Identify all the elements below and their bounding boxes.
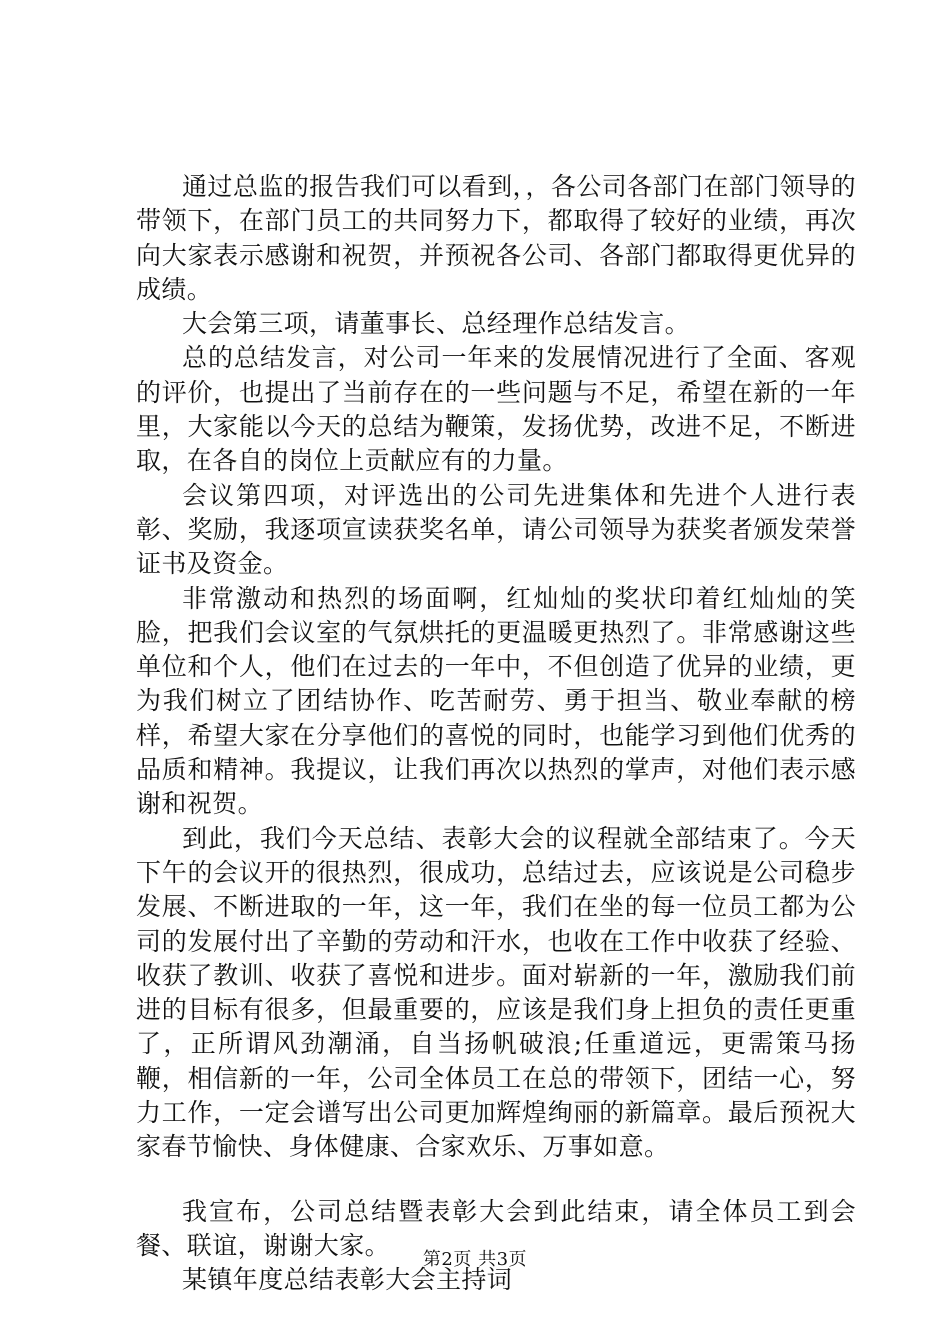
paragraph-agenda-item-4: 会议第四项，对评选出的公司先进集体和先进个人进行表彰、奖励，我逐项宣读获奖名单，请公司领导为获奖者颁发荣誉证书及资金。 (136, 480, 856, 579)
paragraph-awards-thanks: 非常激动和热烈的场面啊，红灿灿的奖状印着红灿灿的笑脸，把我们会议室的气氛烘托的更温暖更热烈了。非常感谢这些单位和个人，他们在过去的一年中，不但创造了优异的业绩，更为我们树立了团结协作、吃苦耐劳、勇于担当、敬业奉献的榜样，希望大家在分享他们的喜悦的同时，也能学习到他们优秀的品质和精神。我提议，让我们再次以热烈的掌声，对他们表示感谢和祝贺。 (136, 583, 856, 819)
paragraph-chairman-summary: 总的总结发言，对公司一年来的发展情况进行了全面、客观的评价，也提出了当前存在的一些问题与不足，希望在新的一年里，大家能以今天的总结为鞭策，发扬优势，改进不足，不断进取，在各自的岗位上贡献应有的力量。 (136, 343, 856, 476)
paragraph-announcement: 我宣布，公司总结暨表彰大会到此结束，请全体员工到会餐、联谊，谢谢大家。 (136, 1196, 856, 1260)
paragraph-closing-remarks: 到此，我们今天总结、表彰大会的议程就全部结束了。今天下午的会议开的很热烈，很成功，总结过去，应该说是公司稳步发展、不断进取的一年，这一年，我们在坐的每一位员工都为公司的发展付出了辛勤的劳动和汗水，也收在工作中收获了经验、收获了教训、收获了喜悦和进步。面对崭新的一年，激励我们前进的目标有很多，但最重要的，应该是我们身上担负的责任更重了，正所谓风劲潮涌，自当扬帆破浪;任重道远，更需策马扬鞭，相信新的一年，公司全体员工在总的带领下，团结一心，努力工作，一定会谱写出公司更加辉煌绚丽的新篇章。最后预祝大家春节愉快、身体健康、合家欢乐、万事如意。 (136, 823, 856, 1162)
paragraph-summary-intro: 通过总监的报告我们可以看到，，各公司各部门在部门领导的带领下，在部门员工的共同努力下，都取得了较好的业绩，再次向大家表示感谢和祝贺，并预祝各公司、各部门都取得更优异的成绩。 (136, 172, 856, 304)
document-body (136, 170, 856, 1298)
paragraph-gap (136, 1165, 856, 1195)
paragraph-next-title: 某镇年度总结表彰大会主持词 (182, 1265, 513, 1295)
page-number-footer: 第2页 共3页 (422, 1249, 528, 1270)
paragraph-agenda-item-3: 大会第三项，请董事长、总经理作总结发言。 (182, 309, 691, 339)
